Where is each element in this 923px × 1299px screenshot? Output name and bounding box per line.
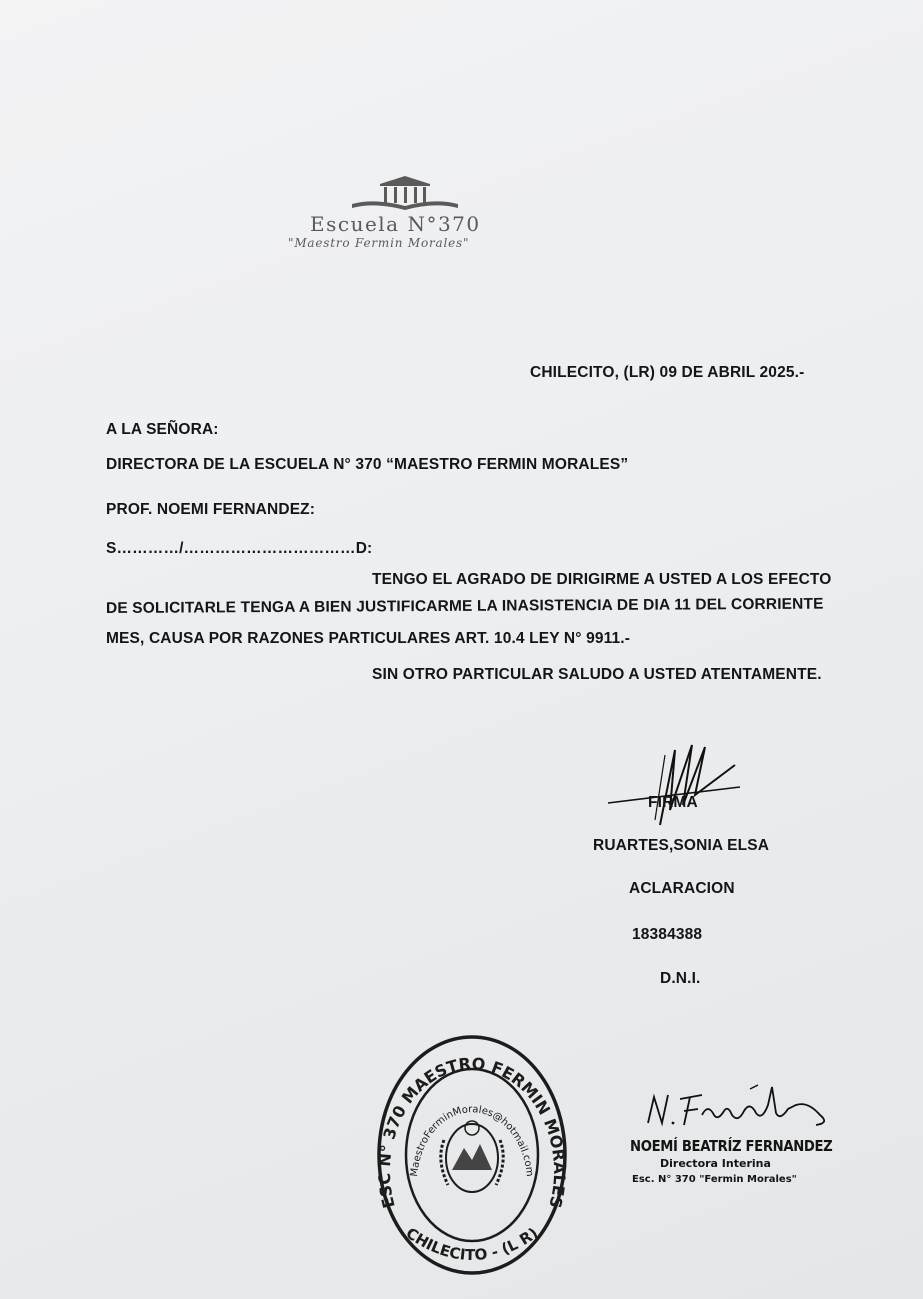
dni-label: D.N.I. [660,970,701,987]
dni-number: 18384388 [632,926,703,943]
firma-label: FIRMA [648,794,698,811]
body-line-1: TENGO EL AGRADO DE DIRIGIRME A USTED A LOS EFECTO [372,571,832,588]
seal-inner-text: MaestroFerminMorales@hotmail.com [409,1104,535,1178]
svg-text:CHILECITO - (L R) [403,1224,542,1264]
date-line: CHILECITO, (LR) 09 DE ABRIL 2025.- [530,364,805,381]
seal-bottom-text: CHILECITO - (L R) [402,1223,542,1265]
director-name: NOEMÍ BEATRÍZ FERNANDEZ [630,1137,833,1155]
school-name: Escuela N°370 [310,212,481,236]
addressee-title: DIRECTORA DE LA ESCUELA N° 370 “MAESTRO FERMIN MORALES” [106,456,629,473]
school-subtitle: "Maestro Fermin Morales" [288,236,470,250]
director-school: Esc. N° 370 "Fermin Morales" [632,1174,797,1185]
director-signature [640,1075,840,1140]
applicant-name: RUARTES,SONIA ELSA [593,837,770,854]
applicant-signature [600,735,750,840]
school-seal [372,1030,572,1290]
body-line-3: MES, CAUSA POR RAZONES PARTICULARES ART. 10.4 LEY N° 9911.- [106,630,631,647]
closing-line: SIN OTRO PARTICULAR SALUDO A USTED ATENTAMENTE. [372,666,822,683]
addressee-name: PROF. NOEMI FERNANDEZ: [106,501,316,518]
seal-outer-text: ESC N° 370 MAESTRO FERMIN MORALES [374,1053,570,1211]
addressee-sd: S…………/……………………………D: [106,540,373,557]
director-role: Directora Interina [660,1157,771,1170]
coat-of-arms-icon [441,1121,503,1192]
body-line-2: DE SOLICITARLE TENGA A BIEN JUSTIFICARME LA INASISTENCIA DE DIA 11 DEL CORRIENTE [105,595,824,617]
addressee-greeting: A LA SEÑORA: [106,421,219,438]
aclaracion-label: ACLARACION [629,880,735,897]
